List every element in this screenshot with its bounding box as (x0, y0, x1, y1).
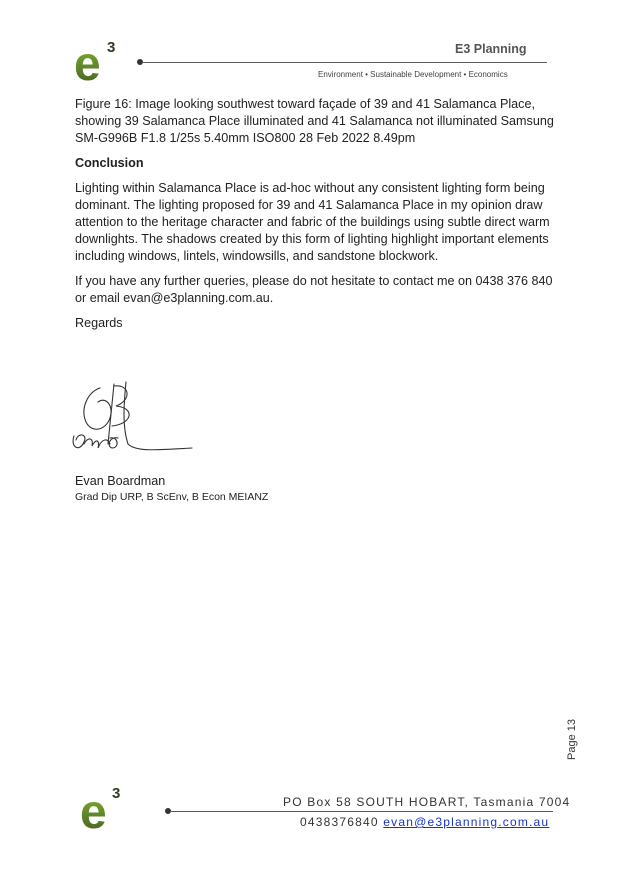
brand-tagline: Environment • Sustainable Development • Economics (318, 70, 508, 79)
page-number: Page 13 (566, 719, 578, 760)
footer-contact (300, 815, 549, 829)
svg-text:e: e (74, 38, 101, 88)
svg-text:3: 3 (112, 785, 121, 802)
footer-rule (170, 811, 553, 812)
signatory-qualifications: Grad Dip URP, B ScEnv, B Econ MEIANZ (75, 491, 269, 503)
signatory-name: Evan Boardman (75, 474, 166, 488)
conclusion-heading: Conclusion (75, 156, 144, 170)
contact-paragraph: If you have any further queries, please do not hesitate to contact me on 0438 376 840 or email evan@e3planning.com.au. (75, 274, 553, 305)
e3-footer-logo (80, 784, 132, 834)
svg-text:3: 3 (107, 39, 116, 56)
footer-address: PO Box 58 SOUTH HOBART, Tasmania 7004 (283, 795, 571, 809)
e3-logo (74, 38, 126, 88)
footer-phone: 0438376840 (300, 815, 379, 829)
footer-email-link[interactable]: evan@e3planning.com.au (383, 815, 550, 829)
figure-caption: Figure 16: Image looking southwest toward façade of 39 and 41 Salamanca Place, showing 39 Salamanca Place illuminated and 41 Salamanca not illuminated Samsung SM-G996B F1.8 1/25s 5.40mm ISO800 28 Feb 2022 8.49pm (75, 97, 554, 145)
conclusion-paragraph: Lighting within Salamanca Place is ad-hoc without any consistent lighting form being dominant. The lighting proposed for 39 and 41 Salamanca Place in my opinion draw attention to the heritage character and fabric of the buildings using subtle direct warm downlights. The shadows created by this form of lighting highlight important elements including windows, lintels, windowsills, and sandstone blockwork. (75, 181, 550, 263)
header-rule (142, 62, 547, 63)
letter-body (75, 96, 555, 340)
handwritten-signature (66, 378, 196, 458)
svg-text:e: e (80, 786, 107, 834)
regards-text: Regards (75, 316, 123, 330)
brand-name: E3 Planning (455, 42, 527, 56)
